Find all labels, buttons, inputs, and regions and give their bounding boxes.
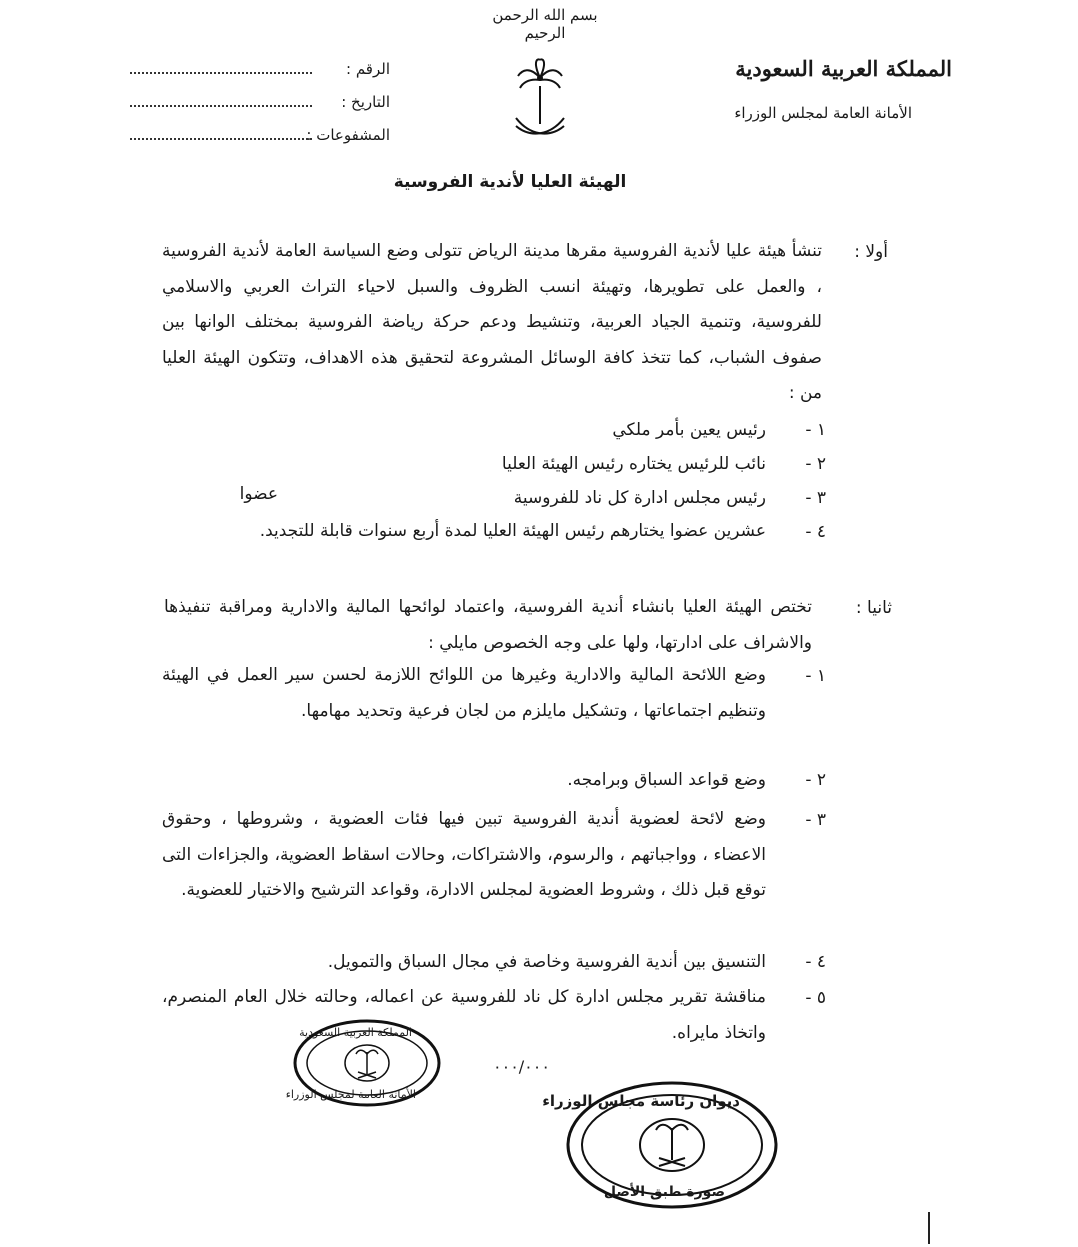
s1-item-4-number: ٤ - — [805, 522, 826, 542]
seal2-top-text: ديوان رئاسة مجلس الوزراء — [542, 1092, 740, 1110]
s2-item-4-number: ٤ - — [805, 952, 826, 972]
kingdom-name: المملكة العربية السعودية — [735, 56, 952, 81]
s2-item-3-number: ٣ - — [805, 810, 826, 830]
section2-marker: ثانيا : — [855, 598, 892, 618]
margin-mark — [928, 1212, 934, 1244]
s1-item-2-text: نائب للرئيس يختاره رئيس الهيئة العليا — [501, 454, 766, 474]
document-title: الهيئة العليا لأندية الفروسية — [393, 172, 627, 192]
s1-item-1-number: ١ - — [805, 420, 826, 440]
s2-item-3-text: وضع لائحة لعضوية أندية الفروسية تبين فيها فئات العضوية ، وشروطها ، وحقوق الاعضاء ، وواجباتهم ، والرسوم، والاشتراكات، وحالات اسقاط العضوية، والجزاءات التى توقع قبل ذلك ، وشروط العضوية لمجلس الادارة، وقواعد الترشيح والاختيار للعضوية. — [162, 809, 766, 900]
number-blank — [130, 62, 312, 74]
palm-and-swords-emblem-icon — [510, 56, 570, 146]
s2-item-5-number: ٥ - — [805, 988, 826, 1008]
s1-item-3-text: رئيس مجلس ادارة كل ناد للفروسية — [513, 488, 766, 508]
s1-item-3-note: عضوا — [239, 484, 278, 504]
basmala: بسم الله الرحمن الرحيم — [492, 6, 598, 42]
council-presidency-seal — [542, 1080, 780, 1210]
date-blank — [130, 95, 312, 107]
date-label: التاريخ : — [341, 93, 390, 111]
reference-code: ٠٠٠/٠٠٠ — [493, 1057, 550, 1076]
s1-item-4-text: عشرين عضوا يختارهم رئيس الهيئة العليا لمدة أربع سنوات قابلة للتجديد. — [259, 521, 766, 541]
s1-item-3-number: ٣ - — [805, 488, 826, 508]
attachments-field — [130, 126, 390, 144]
attachments-blank — [130, 128, 312, 140]
s2-item-1-number: ١ - — [805, 666, 826, 686]
seal1-bottom-text: الأمانة العامة لمجلس الوزراء — [285, 1088, 416, 1101]
secretariat-name: الأمانة العامة لمجلس الوزراء — [734, 104, 912, 122]
number-label: الرقم : — [346, 60, 390, 78]
s2-item-1-text: وضع اللائحة المالية والادارية وغيرها من اللوائح اللازمة لحسن سير العمل في الهيئة وتنظيم اجتماعاتها ، وتشكيل مايلزم من لجان فرعية وتحديد مهامها. — [162, 665, 766, 721]
section1-marker: أولا : — [854, 242, 888, 262]
s2-item-5-text: مناقشة تقرير مجلس ادارة كل ناد للفروسية عن اعماله، وحالته خلال العام المنصرم، واتخاذ مايراه. — [162, 987, 766, 1043]
seal2-bottom-text: صورة طبق الأصل — [603, 1184, 725, 1200]
secretariat-seal — [285, 1018, 442, 1108]
s2-item-2-number: ٢ - — [805, 770, 826, 790]
s2-item-4-text: التنسيق بين أندية الفروسية وخاصة في مجال السباق والتمويل. — [327, 952, 766, 972]
section1-body: تنشأ هيئة عليا لأندية الفروسية مقرها مدينة الرياض تتولى وضع السياسة العامة لأندية الفروسية ، والعمل على تطويرها، وتهيئة انسب الظروف والسبل لاحياء التراث العربي والاسلامي للفروسية، وتنمية الجياد العربية، وتنشيط ودعم حركة رياضة الفروسية بمختلف الوانها بين صفوف الشباب، كما تتخذ كافة الوسائل المشروعة لتحقيق هذه الاهداف، وتتكون الهيئة العليا من : — [162, 241, 822, 403]
s1-item-1-text: رئيس يعين بأمر ملكي — [612, 420, 766, 440]
s2-item-2-text: وضع قواعد السباق وبرامجه. — [567, 770, 766, 790]
section2-body: تختص الهيئة العليا بانشاء أندية الفروسية، واعتماد لوائحها المالية والادارية ومراقبة تنفيذها والاشراف على ادارتها، ولها على وجه الخصوص مايلي : — [164, 597, 812, 653]
seal1-top-text: المملكة العربية السعودية — [299, 1026, 412, 1039]
s1-item-2-number: ٢ - — [805, 454, 826, 474]
date-field — [130, 93, 390, 111]
attachments-label: المشفوعات : — [306, 126, 390, 144]
number-field — [130, 60, 390, 78]
